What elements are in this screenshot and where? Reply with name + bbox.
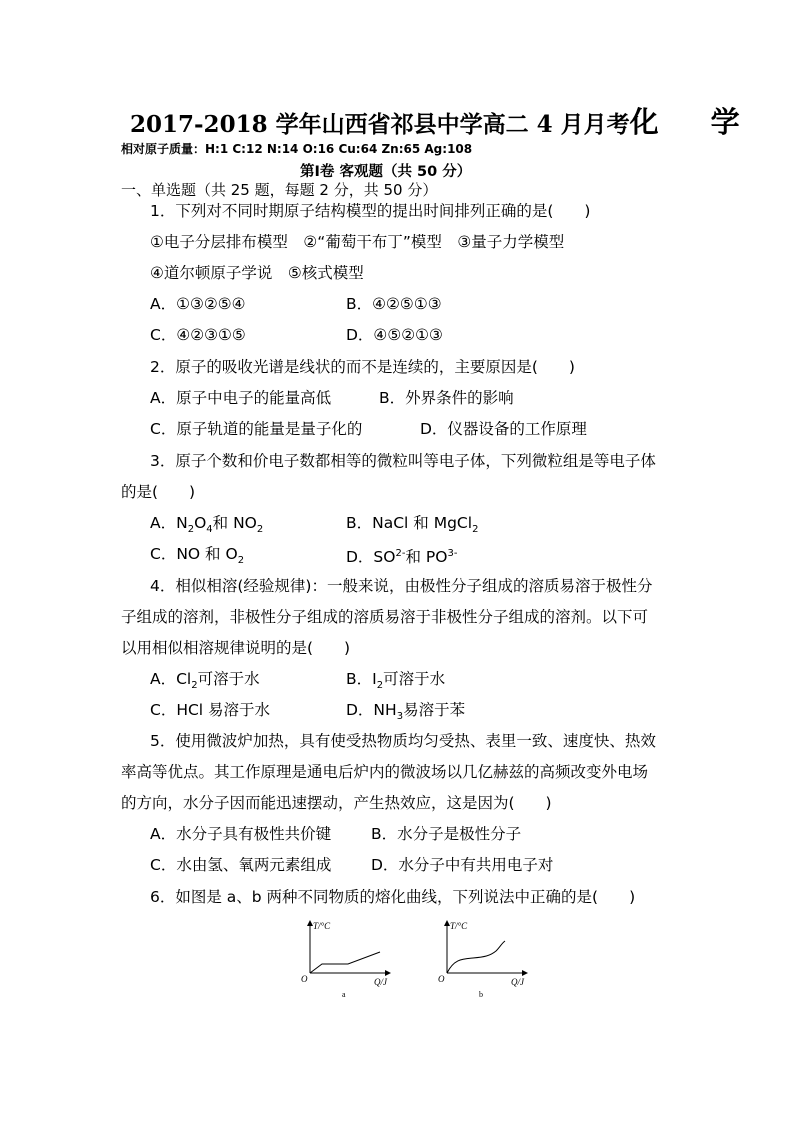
page-title — [130, 100, 740, 141]
graph-a-curve — [310, 952, 380, 973]
q3-stem-1: 3．原子个数和价电子数都相等的微粒叫等电子体，下列微粒组是等电子体 — [150, 452, 656, 470]
section-title: 第Ⅰ卷 客观题（共 50 分） — [300, 164, 472, 180]
graph-a-x-label: Q/J — [374, 977, 387, 987]
q6-stem: 6．如图是 a、b 两种不同物质的熔化曲线，下列说法中正确的是( ) — [150, 888, 636, 906]
title-main: 2017-2018 学年山西省祁县中学高二 4 月月考 — [130, 111, 630, 138]
title-subject-char-2: 学 — [710, 105, 740, 139]
title-subject-char-1: 化 — [629, 105, 659, 139]
graph-a-origin: O — [301, 974, 308, 984]
q5-option-d: D．水分子中有共用电子对 — [371, 856, 554, 874]
graph-b-x-label: Q/J — [511, 977, 524, 987]
q4-option-c: C．HCl 易溶于水 — [150, 701, 271, 719]
q5-option-a: A．水分子具有极性共价键 — [150, 825, 332, 843]
q5-option-b: B．水分子是极性分子 — [371, 825, 522, 843]
q3-option-c: C．NO 和 $O_2$ — [150, 545, 245, 567]
atomic-masses: 相对原子质量：H:1 C:12 N:14 O:16 Cu:64 Zn:65 Ag:108 — [121, 142, 473, 156]
q4-stem-1: 4．相似相溶(经验规律)：一般来说，由极性分子组成的溶质易溶于极性分 — [150, 577, 653, 595]
graph-b-origin: O — [438, 974, 445, 984]
part-heading: 一、单选题（共 25 题，每题 2 分，共 50 分） — [121, 181, 438, 199]
q3-option-a: A．$N_2O_4$和 $NO_2$ — [150, 514, 264, 536]
q4-stem-3: 以用相似相溶规律说明的是( ) — [121, 639, 351, 657]
graph-a-y-label: T/°C — [313, 921, 331, 931]
q2-option-a: A．原子中电子的能量高低 — [150, 389, 332, 407]
graph-b-caption: b — [479, 990, 483, 999]
q5-stem-2: 率高等优点。其工作原理是通电后炉内的微波场以几亿赫兹的高频改变外电场 — [121, 763, 649, 781]
q3-option-d: D．$SO^{2-}$和 $PO^{3-}$ — [346, 548, 458, 567]
q1-option-b: B．④②⑤①③ — [346, 295, 442, 313]
q3-stem-2: 的是( ) — [121, 483, 196, 501]
q2-stem: 2．原子的吸收光谱是线状的而不是连续的，主要原因是( ) — [150, 358, 575, 376]
graph-b-curve — [447, 941, 505, 973]
q1-option-d: D．④⑤②①③ — [346, 326, 443, 344]
graph-a — [301, 921, 388, 999]
q2-option-b: B．外界条件的影响 — [379, 389, 514, 407]
q1-option-c: C．④②③①⑤ — [150, 326, 246, 344]
q2-option-d: D．仪器设备的工作原理 — [420, 420, 587, 438]
q4-option-d: D．$NH_3$易溶于苯 — [346, 701, 466, 723]
q4-option-a: A．$Cl_2$可溶于水 — [150, 670, 260, 692]
q5-stem-1: 5．使用微波炉加热，具有使受热物质均匀受热、表里一致、速度快、热效 — [150, 732, 656, 750]
melting-curves-figure — [290, 915, 540, 1005]
graph-a-caption: a — [342, 990, 346, 999]
q5-option-c: C．水由氢、氧两元素组成 — [150, 856, 332, 874]
q1-stem: 1．下列对不同时期原子结构模型的提出时间排列正确的是( ) — [150, 202, 591, 220]
q5-stem-3: 的方向，水分子因而能迅速摆动，产生热效应，这是因为( ) — [121, 794, 552, 812]
graph-b — [438, 921, 525, 999]
q1-items-2: ④道尔顿原子学说 ⑤核式模型 — [150, 264, 364, 282]
q1-items-1: ①电子分层排布模型 ②“葡萄干布丁”模型 ③量子力学模型 — [150, 233, 565, 251]
q4-option-b: B．$I_2$可溶于水 — [346, 670, 446, 692]
q2-option-c: C．原子轨道的能量是量子化的 — [150, 420, 363, 438]
q1-option-a: A．①③②⑤④ — [150, 295, 246, 313]
q4-stem-2: 子组成的溶剂，非极性分子组成的溶质易溶于非极性分子组成的溶剂。以下可 — [121, 608, 649, 626]
graph-b-y-label: T/°C — [450, 921, 468, 931]
q3-option-b: B．NaCl 和 MgCl$_2$ — [346, 514, 479, 536]
